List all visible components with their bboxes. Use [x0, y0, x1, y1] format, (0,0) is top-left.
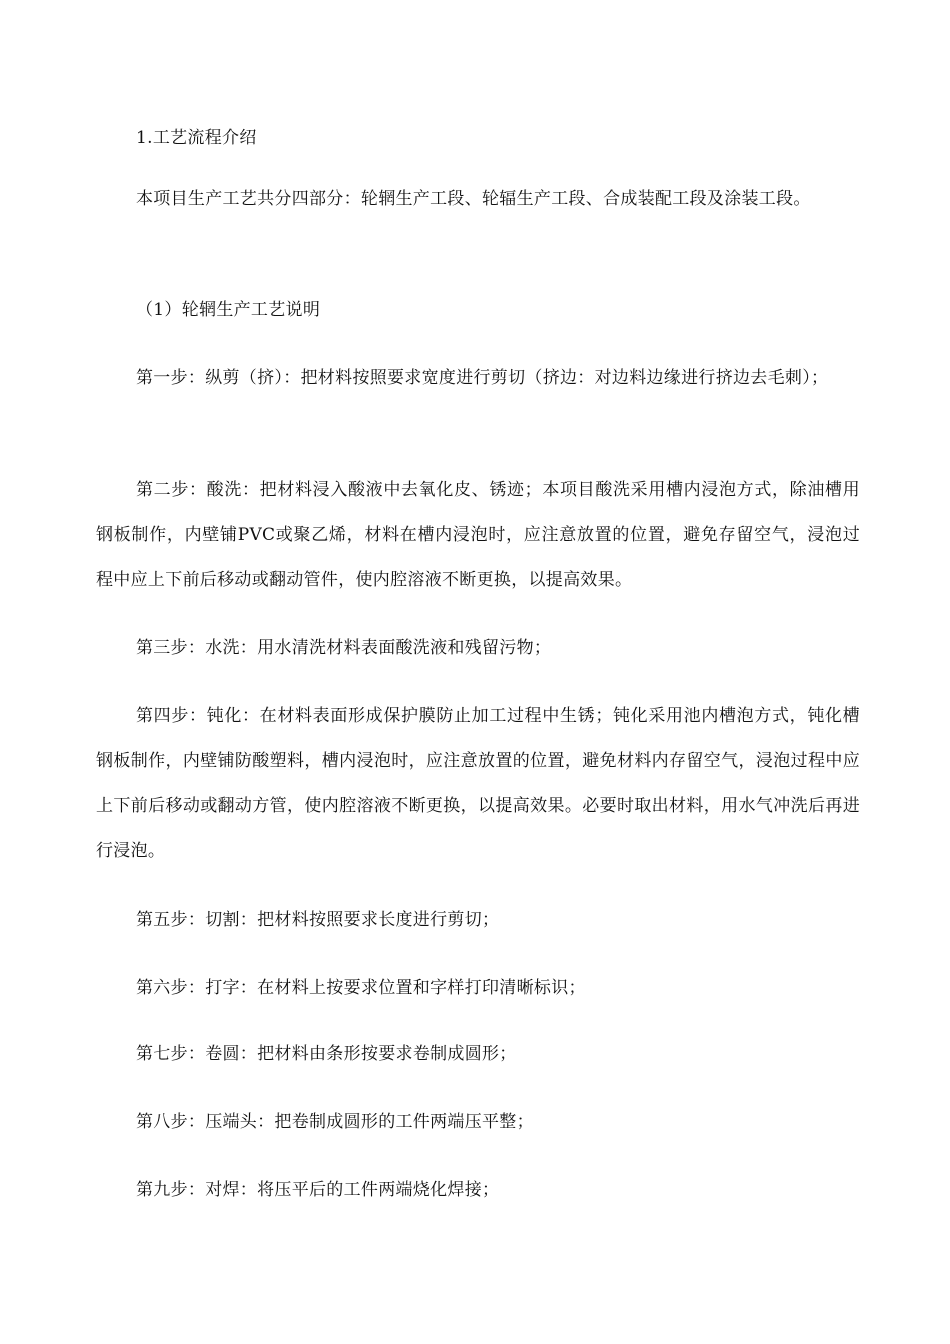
- subsection-heading: （1）轮辋生产工艺说明: [136, 300, 321, 320]
- intro-paragraph: 本项目生产工艺共分四部分：轮辋生产工段、轮辐生产工段、合成装配工段及涂装工段。: [136, 189, 811, 209]
- step-2-paragraph: 第二步：酸洗：把材料浸入酸液中去氧化皮、锈迹；本项目酸洗采用槽内浸泡方式，除油槽用钢板制作，内壁铺PVC或聚乙烯，材料在槽内浸泡时，应注意放置的位置，避免存留空气，浸泡过程中应上下前后移动或翻动管件，使内腔溶液不断更换，以提高效果。: [96, 480, 860, 590]
- section-heading: 1.工艺流程介绍: [136, 128, 257, 148]
- step-7-paragraph: 第七步：卷圆：把材料由条形按要求卷制成圆形；: [136, 1044, 517, 1064]
- step-1-paragraph: 第一步：纵剪（挤）：把材料按照要求宽度进行剪切（挤边：对边料边缘进行挤边去毛刺）；: [136, 368, 829, 388]
- step-3-paragraph: 第三步：水洗：用水清洗材料表面酸洗液和残留污物；: [136, 638, 552, 658]
- step-8-paragraph: 第八步：压端头：把卷制成圆形的工件两端压平整；: [136, 1112, 534, 1132]
- step-5-paragraph: 第五步：切割：把材料按照要求长度进行剪切；: [136, 910, 500, 930]
- step-6-paragraph: 第六步：打字：在材料上按要求位置和字样打印清晰标识；: [136, 978, 586, 998]
- step-4-paragraph: 第四步：钝化：在材料表面形成保护膜防止加工过程中生锈；钝化采用池内槽泡方式，钝化槽钢板制作，内壁铺防酸塑料，槽内浸泡时，应注意放置的位置，避免材料内存留空气，浸泡过程中应上下前后移动或翻动方管，使内腔溶液不断更换，以提高效果。必要时取出材料，用水气冲洗后再进行浸泡。: [96, 706, 860, 861]
- step-9-paragraph: 第九步：对焊：将压平后的工件两端烧化焊接；: [136, 1180, 500, 1200]
